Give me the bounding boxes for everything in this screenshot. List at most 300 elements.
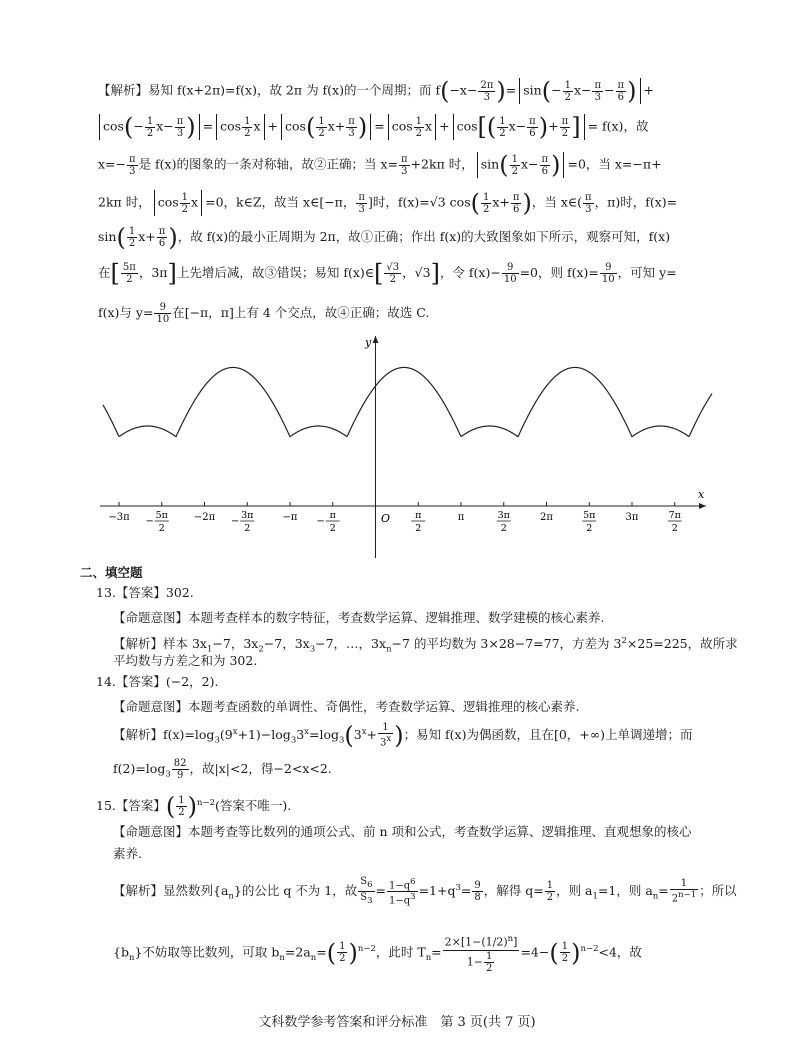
fraction [540,154,551,177]
text: 2kπ 时， [98,194,151,210]
text: − [551,82,562,98]
paren: ) [168,223,178,252]
text: [−π， [319,194,356,210]
abs-bar [519,78,520,104]
text: =0，当 x=−π+ [567,156,662,172]
x-tick-den: 2 [329,523,336,534]
analysis-line-5 [98,223,722,252]
fraction [481,192,491,215]
x-tick-label: 2π [540,512,553,523]
x-tick-den: 2 [500,523,507,534]
num [387,877,418,892]
den: 10 [156,314,170,325]
sub: n [652,891,659,902]
paren: ( [440,77,450,105]
fraction [356,192,367,215]
num: π [176,115,184,127]
x-tick-label: −3π [108,512,130,523]
text: =1，则 a [597,883,653,898]
text: −7 的平均数为 3×28−7=77，方差为 3 [391,636,622,652]
sub: 3 [367,896,373,906]
x-tick-den: 2 [671,523,678,534]
num: π [594,79,602,91]
text: = [505,82,517,98]
den [670,890,698,904]
x-axis-label: x [698,488,705,501]
abs-bar [584,114,585,140]
fraction [510,154,520,177]
abs-bar [216,114,217,140]
den: 3 [358,203,365,215]
sup: x [386,734,392,745]
sub: n [279,952,285,963]
text: }的公比 q 不为 1，故 [233,883,358,898]
num: π [348,115,355,127]
paren: ( [326,938,337,967]
text: ] [513,935,518,949]
q15-analysis [113,876,737,907]
sup: n [507,934,514,944]
den: 2 [389,274,396,285]
den: 6 [617,91,625,103]
x-axis-arrow [699,503,706,509]
sup: n−2 [580,944,599,955]
den: 3 [483,91,491,103]
den: 10 [601,274,615,285]
den: 2 [244,127,251,139]
text: 3 [353,727,362,743]
q14-answer: 14.【答案】(−2，2). [96,674,219,689]
y-axis-arrow [373,336,379,343]
text: 【解析】样本 3x [113,636,207,652]
text: 在[−π，π]上有 4 个交点，故④正确；故选 C. [172,305,430,320]
fraction [157,226,168,249]
text: ，π) [594,194,621,210]
text: x+ [138,229,156,244]
sub: 6 [367,880,373,890]
sub: n [228,891,234,902]
text: ，令 f(x)− [439,265,501,280]
num: 1 [546,880,554,891]
num: π [400,153,408,165]
den [387,892,418,906]
paren: ] [430,259,440,288]
den: 9 [176,770,184,781]
text: (9 [219,727,233,743]
text: ，当 x∈ [531,194,578,210]
text: ；易知 f(x)为偶函数，且在[0，+∞)上单调递增；而 [403,727,693,743]
text: {b [113,944,129,960]
sup: x [361,727,367,737]
text: =1+q [418,883,456,898]
sup: 3 [410,892,416,902]
q14-analysis-cont [113,758,737,785]
num [443,932,520,951]
x-tick-label: π [457,512,465,523]
q13-intent: 【命题意图】本题考查样本的数字特征，考查数学运算、逻辑推理、数学建模的核心素养. [113,610,605,625]
fraction [670,878,698,904]
den: 2 [564,91,571,103]
fraction [346,116,357,139]
num: 2π [480,79,494,91]
fraction [527,116,538,139]
q15-analysis-cont [113,932,737,974]
num: 1 [511,153,518,165]
text: = [374,118,385,134]
fraction [387,877,418,907]
abs-bar [199,114,200,140]
fraction [358,876,374,907]
paren: ) [522,189,532,217]
den: 2 [483,203,490,215]
fraction [511,192,522,215]
num: 82 [173,758,187,769]
q15-answer [96,792,720,821]
text: 3 [296,727,305,743]
fraction [616,80,627,103]
sub: 1 [592,891,598,902]
sub: 2 [258,644,264,655]
fraction [180,192,190,215]
den: 6 [541,165,548,177]
text: ，则 a [556,883,593,898]
text: ，解得 q= [483,883,544,898]
abs-bar [435,114,436,140]
x-tick-num: 3π [241,510,254,521]
analysis-line-7 [98,302,722,325]
x-tick-sign: − [145,516,154,527]
num: π [585,191,592,203]
den: 2 [126,274,133,285]
text: S [360,876,368,887]
text: = f(x)，故 [587,118,649,134]
sub: 3 [290,735,297,746]
x-tick-num: π [329,510,336,521]
num: 1 [561,941,569,953]
fraction [316,116,326,139]
den: 3 [129,165,136,177]
text: cos [157,194,179,210]
den: 3 [594,91,601,103]
text: x+ [492,194,510,210]
paren: ] [167,259,177,288]
num: 1 [499,115,506,127]
num: 9 [600,262,617,274]
text: 2 [671,893,679,905]
den: 6 [529,127,536,139]
text: cos [220,118,242,134]
text: x− [508,118,527,134]
fraction [127,154,138,177]
text: = [658,883,669,898]
paren: ( [116,223,126,252]
den: 2 [561,953,569,965]
den: 3 [585,203,592,215]
num: 1 [181,191,189,203]
q15-intent: 【命题意图】本题考查等比数列的通项公式、前 n 项和公式，考查数学运算、逻辑推理、直观想象的核心 [113,824,692,839]
fraction [563,80,573,103]
paren: ) [571,938,581,967]
den: 2 [415,127,423,139]
text: =4− [520,944,550,960]
den: 2 [181,203,189,215]
text: 在 [98,265,111,280]
fraction [121,262,138,285]
sub: 1 [206,644,213,655]
den: 2 [128,238,136,249]
text: + [548,118,559,134]
text: x− [156,118,174,134]
x-tick-den: 2 [586,523,593,534]
num: π [529,115,536,127]
text: = [431,944,442,960]
x-tick-sign: − [316,516,325,527]
num: 1 [244,115,251,127]
den: 2 [485,962,493,974]
text: x [425,118,433,134]
text: ，此时 T [375,944,426,960]
num: 1 [670,878,698,890]
fraction [378,722,393,748]
abs-bar [370,114,371,140]
paren: [( [477,113,497,141]
paren: ) [186,113,196,141]
den: 2 [561,127,569,139]
den: 2 [546,892,554,903]
text: + [643,82,654,98]
text: −7，3x [212,636,259,652]
den: 2 [339,953,346,965]
x-tick-num: 5π [583,510,596,521]
sub: 3 [165,769,171,780]
paren: [ [110,259,120,288]
text: ，故 f(x)的最小正周期为 2π，故①正确；作出 f(x)的大致图象如下所示，观察可知，f(x) [177,229,671,244]
y-axis-label: y [365,336,372,349]
abs-bar [477,152,478,178]
num: 1 [485,950,493,962]
text: x [253,118,261,134]
text: =0，k∈Z，故当 x∈ [205,194,320,210]
x-tick-num: 3π [497,510,510,521]
text: ，√3 [402,265,431,280]
den: 2 [178,807,185,819]
den [378,734,393,748]
text: ( [577,194,583,210]
text: + [366,727,378,743]
text: 2×[1−(1/2) [444,935,508,949]
text: ] [367,194,373,210]
x-tick-label: 3π [625,512,639,523]
sub: 3 [309,644,316,655]
fraction [484,951,494,974]
text: 【解析】显然数列{a [113,883,229,898]
fraction [175,116,186,139]
text: = [202,118,214,134]
analysis-line-4 [98,190,722,216]
origin-label: O [381,512,391,525]
num: π [541,153,549,165]
abs-bar [281,114,282,140]
text: S [360,892,368,903]
x-tick-label: −2π [193,512,216,523]
q14-intent: 【命题意图】本题考查函数的单调性、奇偶性，考查数学运算、逻辑推理的核心素养. [113,699,580,714]
num: 9 [154,302,171,314]
text: =0，则 f(x)= [519,265,599,280]
sub: n [128,952,135,963]
text: cos [391,118,413,134]
den [358,892,374,907]
den: 2 [511,165,518,177]
text: sin [523,82,542,98]
paren: ) [357,113,368,141]
num: 5π [122,262,136,273]
text: 1−q [388,895,411,907]
x-tick-den: 2 [415,523,422,534]
paren: ( [165,792,176,821]
fraction [337,941,347,964]
fraction [443,932,520,974]
abs-bar [388,114,389,140]
sub: 3 [338,735,345,746]
text: 3 [380,737,387,749]
text: −x− [449,82,478,98]
x-tick-label: −π [282,512,298,523]
function-graph [0,330,794,570]
text: x− [573,82,592,98]
paren: ) [627,77,637,105]
abs-bar [99,114,100,140]
text: −7，…，3x [315,636,387,652]
function-curve [103,367,712,436]
num: 1 [564,79,571,91]
fraction [472,880,482,903]
paren: ( [470,189,480,217]
text: 时，f(x)= [620,194,678,210]
text: ×25=225，故所求 [626,636,738,652]
num: 1 [415,115,423,127]
q15-intent-cont: 素养. [113,846,142,861]
paren: ) [551,151,561,179]
text: ，3π [138,265,168,280]
paren: ( [499,151,509,179]
sup: 6 [410,876,416,887]
text: = [375,883,386,898]
fraction [176,795,186,818]
text: + [439,118,450,134]
den: 3 [348,127,355,139]
num: π [158,226,166,237]
paren: ) [187,792,198,821]
sup: 3 [455,882,461,893]
text: ，可知 y= [617,265,677,280]
sup: 2 [621,636,627,646]
text: − [604,82,615,98]
text: ；所以 [699,883,737,898]
fraction [127,226,137,249]
paren: ( [344,721,354,750]
num: 1 [146,115,154,127]
text: x [191,194,199,210]
fraction [545,880,555,903]
paren: ) [496,77,506,105]
fraction [414,116,424,139]
den: 6 [158,238,166,249]
text: − [133,118,144,134]
fraction [384,262,401,285]
text: 【解析】f(x)=log [113,727,215,743]
fraction [154,302,171,325]
fraction [478,80,495,103]
x-tick-num: 5π [155,510,168,521]
num: 9 [502,262,519,274]
analysis-line-6 [98,259,722,288]
fraction [399,154,410,177]
num: π [358,191,365,203]
x-tick-num: π [415,510,422,521]
den: 10 [503,274,517,285]
section-title: 二、填空题 [80,565,143,580]
den: 2 [499,127,506,139]
num: π [561,115,569,127]
text: (答案不唯一). [215,798,292,814]
analysis-line-3 [98,152,722,178]
fraction [502,262,519,285]
fraction [172,758,189,781]
den [443,951,520,974]
text: f(x)与 y= [98,305,154,320]
q13-answer: 13.【答案】302. [96,585,194,600]
text: 15.【答案】 [96,798,166,814]
fraction [560,941,570,964]
paren: ( [549,938,559,967]
text: 【解析】易知 f(x+2π)=f(x)，故 2π 为 f(x)的一个周期；而 f [98,82,441,98]
text: x− [520,156,539,172]
text: =2a [284,944,311,960]
sup: n−2 [197,798,216,808]
paren: ] [571,113,581,141]
num: 1 [178,795,185,807]
paren: [ [374,259,384,288]
num: π [512,191,520,203]
sup: n−1 [678,890,697,901]
text: x=− [98,156,126,172]
num: 1 [339,941,346,953]
abs-bar [201,190,202,216]
text: sin [98,229,117,244]
abs-bar [264,114,265,140]
fraction [560,116,571,139]
text: = [460,883,472,898]
q14-analysis [113,722,737,751]
num: π [129,153,136,165]
fraction [583,192,594,215]
paren: ( [305,113,316,141]
den: 6 [513,203,520,215]
fraction [145,116,155,139]
q13-analysis-cont: 平均数与方差之和为 302. [113,653,258,668]
paren: ( [123,113,134,141]
den: 2 [318,127,325,139]
x-tick-den: 2 [244,523,251,534]
x-tick-num: 7π [668,510,681,521]
sub: n [425,952,432,963]
text: ，故|x|<2，得−2<x<2. [189,761,332,776]
fraction [497,116,507,139]
text: cos [103,118,124,134]
abs-bar [453,114,454,140]
text: }不妨取等比数列，可取 b [134,944,280,960]
num: 1 [378,722,393,734]
